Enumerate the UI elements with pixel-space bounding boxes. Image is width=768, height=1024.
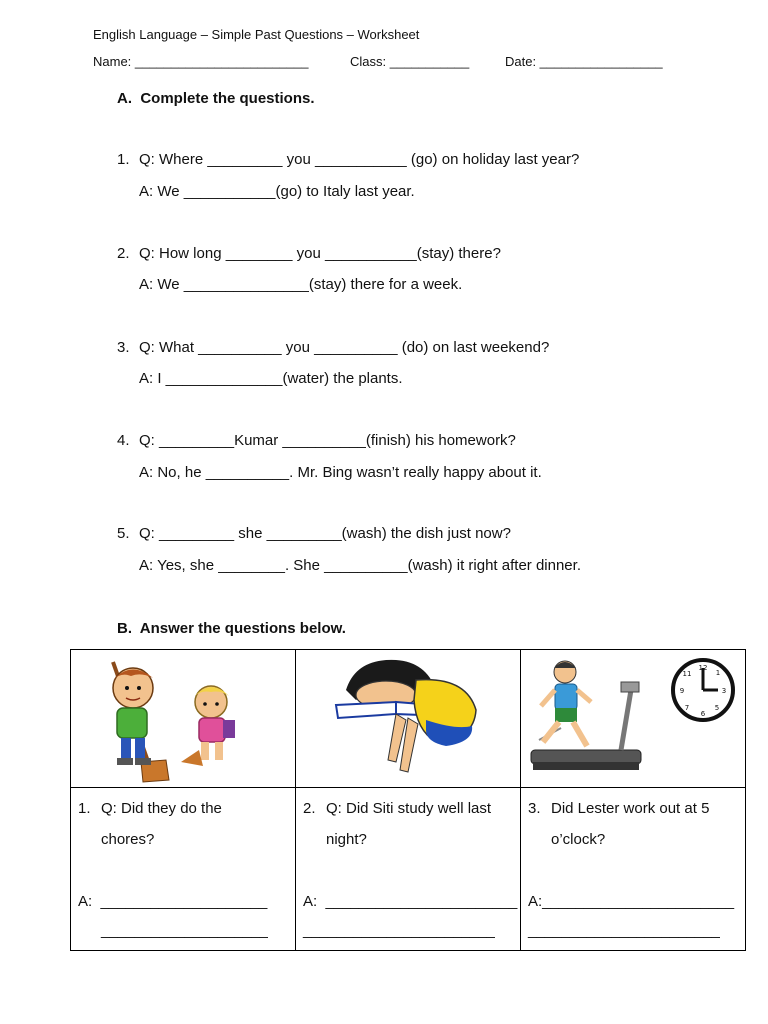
b-question-3-number: 3. bbox=[528, 800, 541, 817]
question-1-number: 1. bbox=[117, 151, 130, 168]
question-2-text[interactable]: Q: How long ________ you ___________(stay) there? bbox=[139, 245, 501, 262]
question-2-number: 2. bbox=[117, 245, 130, 262]
question-5-number: 5. bbox=[117, 525, 130, 542]
answer-4-text[interactable]: A: No, he __________. Mr. Bing wasn’t really happy about it. bbox=[139, 464, 542, 481]
svg-text:7: 7 bbox=[684, 704, 690, 712]
question-5-text[interactable]: Q: _________ she _________(wash) the dish just now? bbox=[139, 525, 511, 542]
question-1-text[interactable]: Q: Where _________ you ___________ (go) on holiday last year? bbox=[139, 151, 580, 168]
section-b-heading: B. Answer the questions below. bbox=[117, 620, 346, 637]
answer-2-text[interactable]: A: We _______________(stay) there for a week. bbox=[139, 276, 463, 293]
svg-text:6: 6 bbox=[700, 710, 706, 718]
question-cell-2 bbox=[296, 788, 521, 951]
svg-text:12: 12 bbox=[698, 664, 708, 672]
b-answer-1-line1[interactable]: A: ____________________ bbox=[78, 893, 268, 910]
question-4-text[interactable]: Q: _________Kumar __________(finish) his homework? bbox=[139, 432, 516, 449]
svg-text:3: 3 bbox=[721, 687, 727, 695]
image-cell-3 bbox=[521, 650, 746, 788]
girl-asleep-on-book-illustration bbox=[296, 650, 520, 787]
question-cell-3 bbox=[521, 788, 746, 951]
question-4-number: 4. bbox=[117, 432, 130, 449]
svg-text:5: 5 bbox=[714, 704, 720, 712]
svg-text:11: 11 bbox=[682, 670, 692, 678]
b-question-3-line1: Did Lester work out at 5 bbox=[551, 800, 710, 817]
b-question-1-line2: chores? bbox=[101, 831, 155, 848]
man-treadmill-clock-illustration bbox=[521, 650, 745, 787]
answer-5-text[interactable]: A: Yes, she ________. She __________(wash) it right after dinner. bbox=[139, 557, 581, 574]
name-field[interactable]: Name: ________________________ bbox=[93, 54, 309, 69]
b-question-1-line1: Q: Did they do the bbox=[101, 800, 222, 817]
image-cell-2 bbox=[296, 650, 521, 788]
b-answer-1-line2[interactable]: ____________________ bbox=[101, 922, 268, 939]
question-3-number: 3. bbox=[117, 339, 130, 356]
b-question-2-line2: night? bbox=[326, 831, 367, 848]
date-field[interactable]: Date: _________________ bbox=[505, 54, 663, 69]
b-question-1-number: 1. bbox=[78, 800, 91, 817]
svg-text:1: 1 bbox=[715, 669, 721, 677]
answer-3-text[interactable]: A: I ______________(water) the plants. bbox=[139, 370, 403, 387]
question-cell-1 bbox=[71, 788, 296, 951]
question-3-text[interactable]: Q: What __________ you __________ (do) on last weekend? bbox=[139, 339, 550, 356]
answer-1-text[interactable]: A: We ___________(go) to Italy last year. bbox=[139, 183, 415, 200]
answer-table bbox=[70, 649, 746, 951]
image-cell-1 bbox=[71, 650, 296, 788]
class-field[interactable]: Class: ___________ bbox=[350, 54, 470, 69]
b-answer-3-line2[interactable]: _______________________ bbox=[528, 922, 720, 939]
kids-sweeping-illustration bbox=[71, 650, 295, 787]
section-a-heading: A. Complete the questions. bbox=[117, 90, 315, 107]
b-question-2-number: 2. bbox=[303, 800, 316, 817]
svg-text:9: 9 bbox=[679, 687, 685, 695]
b-answer-2-line2[interactable]: _______________________ bbox=[303, 922, 495, 939]
worksheet-title: English Language – Simple Past Questions – Worksheet bbox=[93, 27, 420, 42]
b-answer-3-line1[interactable]: A:_______________________ bbox=[528, 893, 735, 910]
b-question-3-line2: o’clock? bbox=[551, 831, 606, 848]
b-question-2-line1: Q: Did Siti study well last bbox=[326, 800, 492, 817]
b-answer-2-line1[interactable]: A: _______________________ bbox=[303, 893, 518, 910]
